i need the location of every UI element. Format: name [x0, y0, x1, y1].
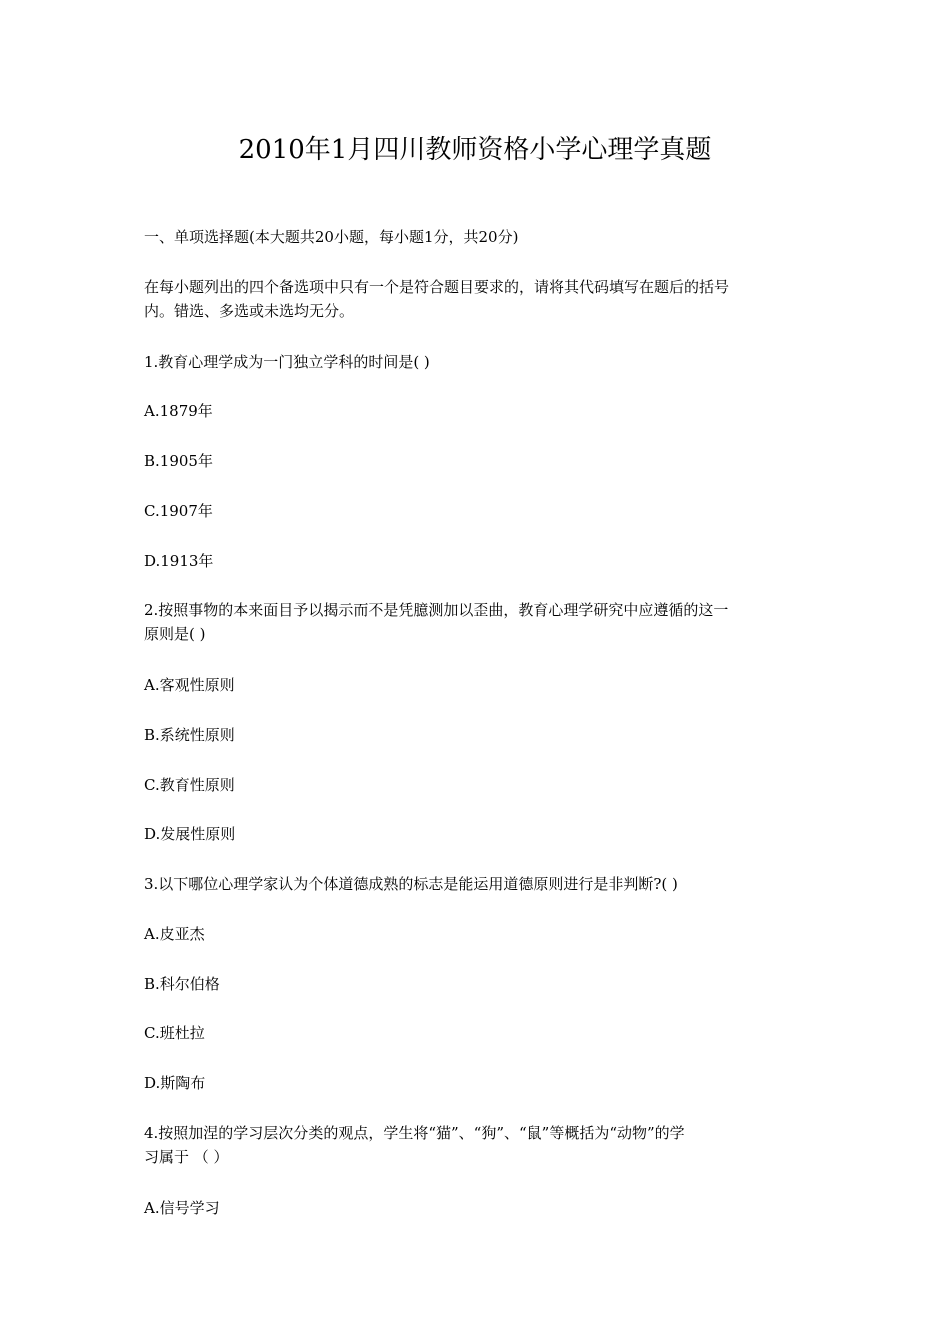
document-title: 2010年1月四川教师资格小学心理学真题 [238, 135, 712, 165]
question-3-option-d: D.斯陶布 [144, 1074, 206, 1092]
question-1-option-a: A.1879年 [144, 402, 213, 420]
instructions-line-2: 内。错选、多选或未选均无分。 [144, 302, 355, 320]
question-4-option-a: A.信号学习 [144, 1199, 220, 1217]
question-3-stem: 3.以下哪位心理学家认为个体道德成熟的标志是能运用道德原则进行是非判断?( ) [144, 875, 678, 893]
section-heading: 一、单项选择题(本大题共20小题，每小题1分，共20分) [144, 228, 519, 246]
instructions-line-1: 在每小题列出的四个备选项中只有一个是符合题目要求的，请将其代码填写在题后的括号 [144, 278, 730, 296]
question-1-option-b: B.1905年 [144, 452, 213, 470]
question-2-stem-line-1: 2.按照事物的本来面目予以揭示而不是凭臆测加以歪曲，教育心理学研究中应遵循的这一 [144, 601, 729, 619]
question-1-option-c: C.1907年 [144, 502, 213, 520]
question-1-stem: 1.教育心理学成为一门独立学科的时间是( ) [144, 353, 430, 371]
question-2-option-c: C.教育性原则 [144, 776, 235, 794]
question-2-stem-line-2: 原则是( ) [144, 625, 206, 643]
question-3-option-a: A.皮亚杰 [144, 925, 205, 943]
question-2-option-b: B.系统性原则 [144, 726, 235, 744]
question-3-option-c: C.班杜拉 [144, 1024, 205, 1042]
question-1-option-d: D.1913年 [144, 552, 214, 570]
question-2-option-d: D.发展性原则 [144, 825, 236, 843]
question-4-stem-line-2: 习属于 （ ） [144, 1148, 229, 1166]
question-4-stem-line-1: 4.按照加涅的学习层次分类的观点，学生将“猫”、“狗”、“鼠”等概括为“动物”的学 [144, 1124, 685, 1142]
question-2-option-a: A.客观性原则 [144, 676, 235, 694]
question-3-option-b: B.科尔伯格 [144, 975, 220, 993]
